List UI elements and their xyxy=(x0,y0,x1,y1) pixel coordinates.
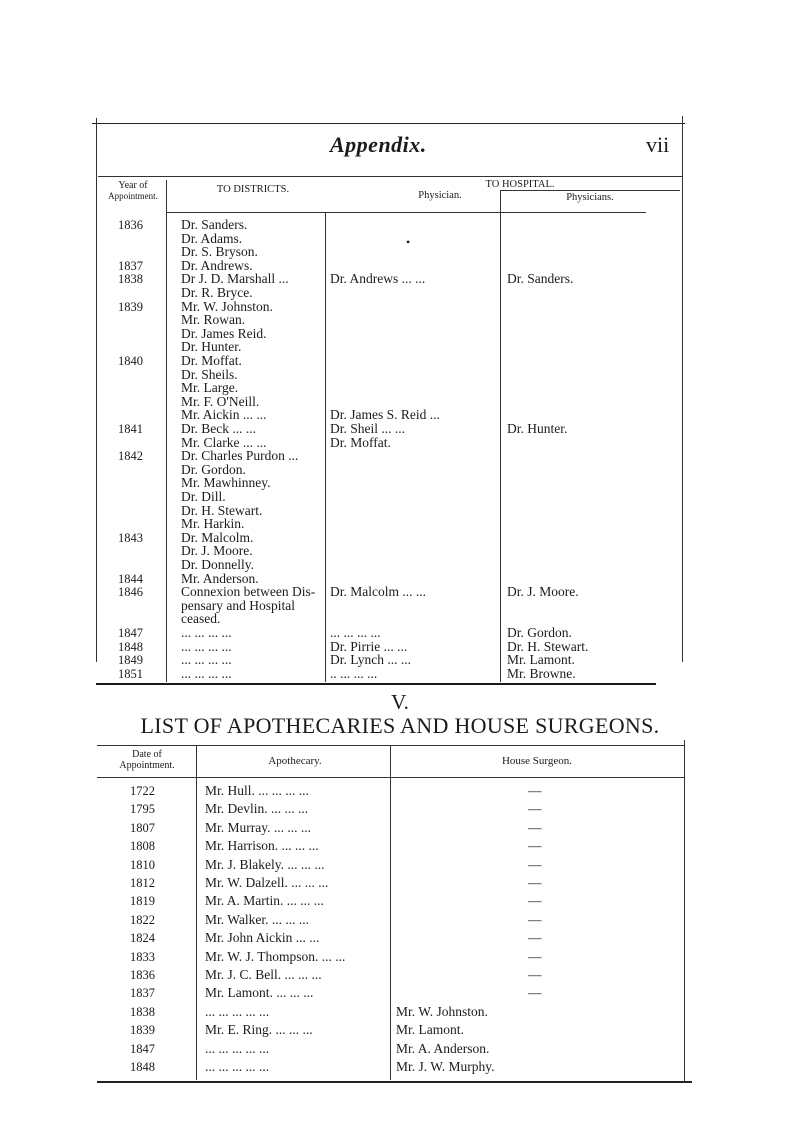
apothecary-cell: Mr. Hull. ... ... ... ... xyxy=(205,783,309,798)
district-cell: Dr. Hunter. xyxy=(181,339,242,355)
district-cell: Mr. W. Johnston. xyxy=(181,298,273,314)
year-cell: 1851 xyxy=(118,666,143,681)
year-cell: 1844 xyxy=(118,571,143,586)
district-cell: Dr. R. Bryce. xyxy=(181,285,253,300)
apothecary-cell: Mr. A. Martin. ... ... ... xyxy=(205,893,324,909)
surgeon-cell: — xyxy=(528,930,542,946)
physician-cell: Dr. Sheil ... ... xyxy=(330,421,406,436)
apothecary-cell: ... ... ... ... ... xyxy=(205,1040,270,1056)
apothecary-cell: Mr. W. Dalzell. ... ... ... xyxy=(205,875,329,890)
physicians-cell: Mr. Browne. xyxy=(507,665,576,681)
date-cell: 1824 xyxy=(130,931,155,946)
table2-header-rule xyxy=(97,777,684,778)
col-hospital-header: TO HOSPITAL. xyxy=(485,179,555,190)
surgeon-cell: — xyxy=(528,893,542,909)
district-cell: pensary and Hospital xyxy=(181,597,295,613)
year-cell: 1848 xyxy=(118,639,143,654)
top-rule xyxy=(92,123,685,124)
surgeon-cell: — xyxy=(528,967,542,982)
surgeon-cell: Mr. W. Johnston. xyxy=(396,1003,488,1019)
apothecary-cell: Mr. John Aickin ... ... xyxy=(205,930,320,946)
district-cell: Dr. Dill. xyxy=(181,489,226,504)
district-cell: Connexion between Dis- xyxy=(181,584,316,600)
district-cell: Dr. Beck ... ... xyxy=(181,421,256,436)
section-title: LIST OF APOTHECARIES AND HOUSE SURGEONS. xyxy=(140,713,660,738)
apothecary-cell: ... ... ... ... ... xyxy=(205,1059,270,1074)
apothecary-cell: Mr. J. C. Bell. ... ... ... xyxy=(205,967,322,982)
surgeon-cell: — xyxy=(528,838,542,854)
district-cell: Dr. Andrews. xyxy=(181,257,253,273)
year-cell: 1838 xyxy=(118,272,143,287)
running-title: Appendix. xyxy=(330,132,427,157)
surgeon-cell: — xyxy=(528,819,542,835)
apothecary-cell: Mr. Walker. ... ... ... xyxy=(205,911,310,927)
district-cell: Mr. Harkin. xyxy=(181,516,245,532)
physician-cell: ... ... ... ... xyxy=(330,625,381,640)
date-cell: 1810 xyxy=(130,857,155,872)
table1-vline-1 xyxy=(166,180,167,682)
apothecary-cell: Mr. Lamont. ... ... ... xyxy=(205,985,314,1001)
date-cell: 1836 xyxy=(130,968,155,982)
district-cell: Dr J. D. Marshall ... xyxy=(181,271,289,287)
district-cell: Mr. Mawhinney. xyxy=(181,475,271,491)
col-physician-header: Physician. xyxy=(418,190,462,201)
surgeon-cell: — xyxy=(528,856,542,872)
district-cell: Mr. Clarke ... ... xyxy=(181,434,267,450)
date-cell: 1839 xyxy=(130,1023,155,1038)
district-cell: Dr. Malcolm. xyxy=(181,529,254,545)
district-cell: Dr. H. Stewart. xyxy=(181,502,263,518)
year-cell: 1846 xyxy=(118,585,143,600)
district-cell: Dr. Sanders. xyxy=(181,217,248,232)
surgeon-cell: Mr. J. W. Murphy. xyxy=(396,1059,495,1074)
date-cell: 1837 xyxy=(130,986,155,1001)
year-cell: 1849 xyxy=(118,653,143,668)
apothecary-cell: ... ... ... ... ... xyxy=(205,1003,270,1019)
col-districts-header: TO DISTRICTS. xyxy=(216,184,290,195)
surgeon-cell: Mr. A. Anderson. xyxy=(396,1040,490,1056)
physicians-cell: Dr. Sanders. xyxy=(507,271,574,287)
year-cell: 1840 xyxy=(118,354,143,368)
year-cell: 1836 xyxy=(118,218,143,232)
district-cell: ceased. xyxy=(181,611,221,627)
year-cell: 1839 xyxy=(118,299,143,314)
district-cell: Dr. Moffat. xyxy=(181,353,242,368)
table2-vline-1 xyxy=(196,745,197,1080)
page-number: vii xyxy=(646,132,670,157)
table1-vline-2 xyxy=(325,212,326,682)
surgeon-cell: — xyxy=(528,801,542,817)
table1-physician-rule xyxy=(500,190,680,191)
date-cell: 1819 xyxy=(130,894,155,909)
physician-cell: Dr. Moffat. xyxy=(330,434,391,450)
district-cell: Dr. Charles Purdon ... xyxy=(181,448,299,464)
district-cell: Dr. James Reid. xyxy=(181,325,267,341)
physician-cell: Dr. Malcolm ... ... xyxy=(330,584,426,600)
table2-right-rule xyxy=(684,740,685,1083)
physicians-cell: Mr. Lamont. xyxy=(507,652,575,668)
table1-bottom-rule xyxy=(96,683,656,685)
table1-header-rule xyxy=(166,212,646,213)
district-cell: ... ... ... ... xyxy=(181,638,232,654)
right-margin-rule xyxy=(682,116,683,662)
year-cell: 1841 xyxy=(118,422,143,436)
date-cell: 1795 xyxy=(130,802,155,817)
surgeon-cell: — xyxy=(528,911,542,927)
date-cell: 1847 xyxy=(130,1041,155,1056)
district-cell: Dr. Adams. xyxy=(181,230,243,246)
year-cell: 1842 xyxy=(118,449,143,464)
apothecary-cell: Mr. J. Blakely. ... ... ... xyxy=(205,856,325,872)
surgeon-cell: Mr. Lamont. xyxy=(396,1022,464,1038)
district-cell: Mr. F. O'Neill. xyxy=(181,393,260,409)
date-cell: 1722 xyxy=(130,784,155,798)
section-numeral: V. xyxy=(391,690,409,714)
left-margin-rule xyxy=(96,118,97,662)
surgeon-cell: — xyxy=(528,985,542,1001)
apothecary-cell: Mr. W. J. Thompson. ... ... xyxy=(205,948,346,964)
marker-dot: • xyxy=(406,235,411,249)
district-cell: Mr. Anderson. xyxy=(181,570,259,586)
col-surgeon-header: House Surgeon. xyxy=(501,755,573,767)
district-cell: Mr. Aickin ... ... xyxy=(181,407,267,423)
district-cell: Mr. Rowan. xyxy=(181,312,246,328)
date-cell: 1848 xyxy=(130,1060,155,1074)
district-cell: Dr. Donnelly. xyxy=(181,557,254,572)
col-physicians-header: Physicians. xyxy=(566,192,614,203)
date-cell: 1833 xyxy=(130,949,155,964)
physician-cell: Dr. James S. Reid ... xyxy=(330,407,440,423)
apothecary-cell: Mr. Murray. ... ... ... xyxy=(205,819,311,835)
district-cell: Dr. S. Bryson. xyxy=(181,244,258,260)
district-cell: Dr. J. Moore. xyxy=(181,543,253,559)
physician-cell: .. ... ... ... xyxy=(330,665,378,681)
district-cell: ... ... ... ... xyxy=(181,652,232,668)
date-cell: 1822 xyxy=(130,912,155,927)
surgeon-cell: — xyxy=(528,783,542,798)
apothecary-cell: Mr. Harrison. ... ... ... xyxy=(205,838,319,854)
col-year-header: Year of Appointment. xyxy=(108,180,158,201)
table1-vline-3 xyxy=(500,190,501,682)
district-cell: Mr. Large. xyxy=(181,380,239,396)
physician-cell: Dr. Andrews ... ... xyxy=(330,271,426,287)
date-cell: 1808 xyxy=(130,839,155,854)
district-cell: Dr. Gordon. xyxy=(181,461,246,477)
district-cell: ... ... ... ... xyxy=(181,665,232,681)
date-cell: 1838 xyxy=(130,1004,155,1019)
district-cell: Dr. Sheils. xyxy=(181,366,238,382)
year-cell: 1847 xyxy=(118,626,143,640)
surgeon-cell: — xyxy=(528,875,542,890)
date-cell: 1812 xyxy=(130,876,155,890)
date-cell: 1807 xyxy=(130,820,155,835)
physician-cell: Dr. Pirrie ... ... xyxy=(330,638,408,654)
physician-cell: Dr. Lynch ... ... xyxy=(330,652,411,668)
table2-vline-2 xyxy=(390,745,391,1080)
physicians-cell: Dr. J. Moore. xyxy=(507,584,579,600)
physicians-cell: Dr. Gordon. xyxy=(507,625,572,640)
district-cell: ... ... ... ... xyxy=(181,625,232,640)
apothecary-cell: Mr. Devlin. ... ... ... xyxy=(205,801,309,817)
col-date-header: Date of Appointment. xyxy=(119,749,175,771)
physicians-cell: Dr. Hunter. xyxy=(507,421,568,436)
table1-top-rule xyxy=(98,176,682,177)
col-apothecary-header: Apothecary. xyxy=(268,755,322,767)
apothecary-cell: Mr. E. Ring. ... ... ... xyxy=(205,1022,313,1038)
table2-bottom-rule xyxy=(97,1081,692,1083)
surgeon-cell: — xyxy=(528,948,542,964)
year-cell: 1843 xyxy=(118,530,143,545)
year-cell: 1837 xyxy=(118,258,143,273)
physicians-cell: Dr. H. Stewart. xyxy=(507,638,589,654)
